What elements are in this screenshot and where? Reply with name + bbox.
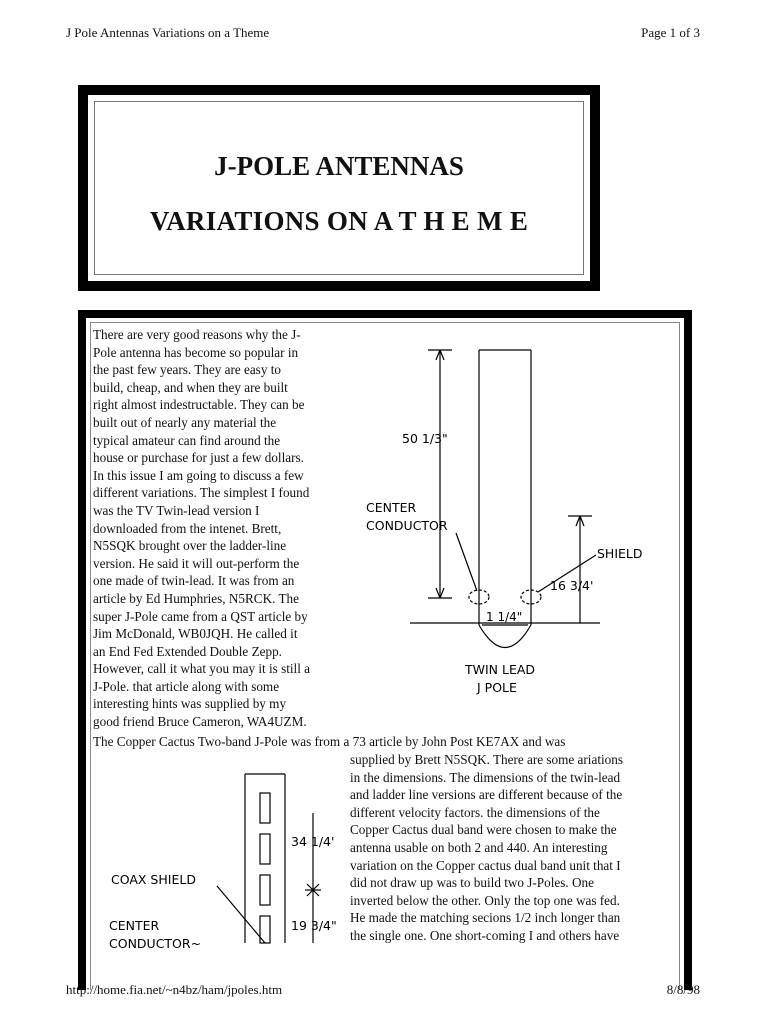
gap-label: 1 1/4"	[486, 610, 523, 624]
text-line: There are very good reasons why the J-	[93, 327, 301, 342]
intro-paragraph	[93, 326, 358, 731]
text-line: version. He said it will out-perform the	[93, 555, 300, 571]
length-label: 50 1/3"	[402, 431, 448, 446]
subtitle: VARIATIONS ON A T H E M E	[149, 206, 529, 236]
stub-length-label: 16 3/4'	[550, 578, 594, 593]
text-line: inverted below the other. Only the top one was fed.	[350, 892, 620, 908]
text-line: did not draw up was to build two J-Poles. One	[350, 875, 594, 891]
text-line: house or purchase for just a few dollars.	[93, 450, 304, 466]
text-line: interesting hints was supplied by my	[93, 696, 287, 712]
twin-lead-jpole-diagram	[360, 340, 670, 700]
copper-cactus-diagram	[105, 768, 350, 951]
center-label-line2: CONDUCTOR	[366, 518, 448, 533]
cactus-center-label-line1: CENTER	[109, 918, 160, 933]
center-label-line1: CENTER	[366, 500, 417, 515]
caption-line2: J POLE	[477, 680, 517, 695]
text-line: the single one. One short-coming I and others have	[350, 927, 620, 943]
text-line: downloaded from the intenet. Brett,	[93, 520, 282, 536]
text-line: He made the matching secions 1/2 inch longer than	[350, 910, 621, 926]
text-line: N5SQK brought over the ladder-line	[93, 538, 287, 554]
text-line: right almost indestructable. They can be	[93, 397, 305, 413]
text-line: super J-Pole came from a QST article by	[93, 608, 308, 624]
coax-shield-label: COAX SHIELD	[111, 872, 196, 887]
text-line: However, call it what you may it is still a	[93, 661, 311, 677]
text-line: good friend Bruce Cameron, WA4UZM.	[93, 714, 307, 730]
footer-date: 8/8/98	[666, 982, 700, 997]
text-line: and ladder line versions are different because of the	[350, 787, 623, 803]
header-document-title: J Pole Antennas Variations on a Theme	[66, 25, 270, 40]
text-line: Copper Cactus dual band were chosen to make the	[350, 822, 617, 838]
center-leader-line	[456, 533, 477, 591]
cactus-slot	[260, 834, 270, 864]
title-box	[78, 85, 600, 291]
text-line: in the dimensions. The dimensions of the twin-lead	[350, 769, 621, 785]
text-line: typical amateur can find around the	[93, 432, 281, 448]
text-line: Jim McDonald, WB0JQH. He called it	[93, 626, 298, 642]
text-line: build, cheap, and when they are built	[93, 379, 288, 395]
text-line: one made of twin-lead. It was from an	[93, 573, 295, 589]
text-line: variation on the Copper cactus dual band unit that I	[350, 857, 621, 873]
text-line: was the TV Twin-lead version I	[93, 502, 260, 518]
cactus-slot	[260, 793, 270, 823]
text-line: antenna usable on both 2 and 440. An interesting	[350, 839, 608, 855]
shield-label: SHIELD	[597, 546, 643, 561]
footer-url: http://home.fia.net/~n4bz/ham/jpoles.htm	[66, 982, 283, 997]
main-title: J-POLE ANTENNAS	[214, 151, 464, 181]
text-line: different velocity factors. the dimensions of the	[350, 804, 600, 820]
text-line: built out of nearly any material the	[93, 414, 277, 430]
text-line: Pole antenna has become so popular in	[93, 344, 299, 360]
cactus-slot	[260, 875, 270, 905]
lower-section-label: 19 3/4"	[291, 918, 337, 933]
text-line: the past few years. They are easy to	[93, 362, 281, 378]
text-line: article by Ed Humphries, N5RCK. The	[93, 590, 299, 606]
text-line: supplied by Brett N5SQK. There are some ariations	[350, 752, 623, 767]
text-line: In this issue I am going to discuss a few	[93, 467, 304, 483]
title-box-inner-frame	[94, 101, 584, 275]
right-column-paragraph	[350, 751, 670, 945]
header-page-number: Page 1 of 3	[641, 25, 700, 40]
wide-text-line: The Copper Cactus Two-band J-Pole was from a 73 article by John Post KE7AX and was	[93, 734, 566, 749]
text-line: J-Pole. that article along with some	[93, 678, 280, 694]
text-line: different variations. The simplest I found	[93, 485, 310, 501]
caption-line1: TWIN LEAD	[465, 662, 536, 677]
upper-section-label: 34 1/4'	[291, 834, 335, 849]
cactus-center-label-line2: CONDUCTOR~	[109, 936, 202, 951]
antenna-bottom-curve	[479, 625, 531, 648]
text-line: an End Fed Extended Double Zepp.	[93, 643, 282, 659]
coax-leader-line	[217, 886, 265, 943]
